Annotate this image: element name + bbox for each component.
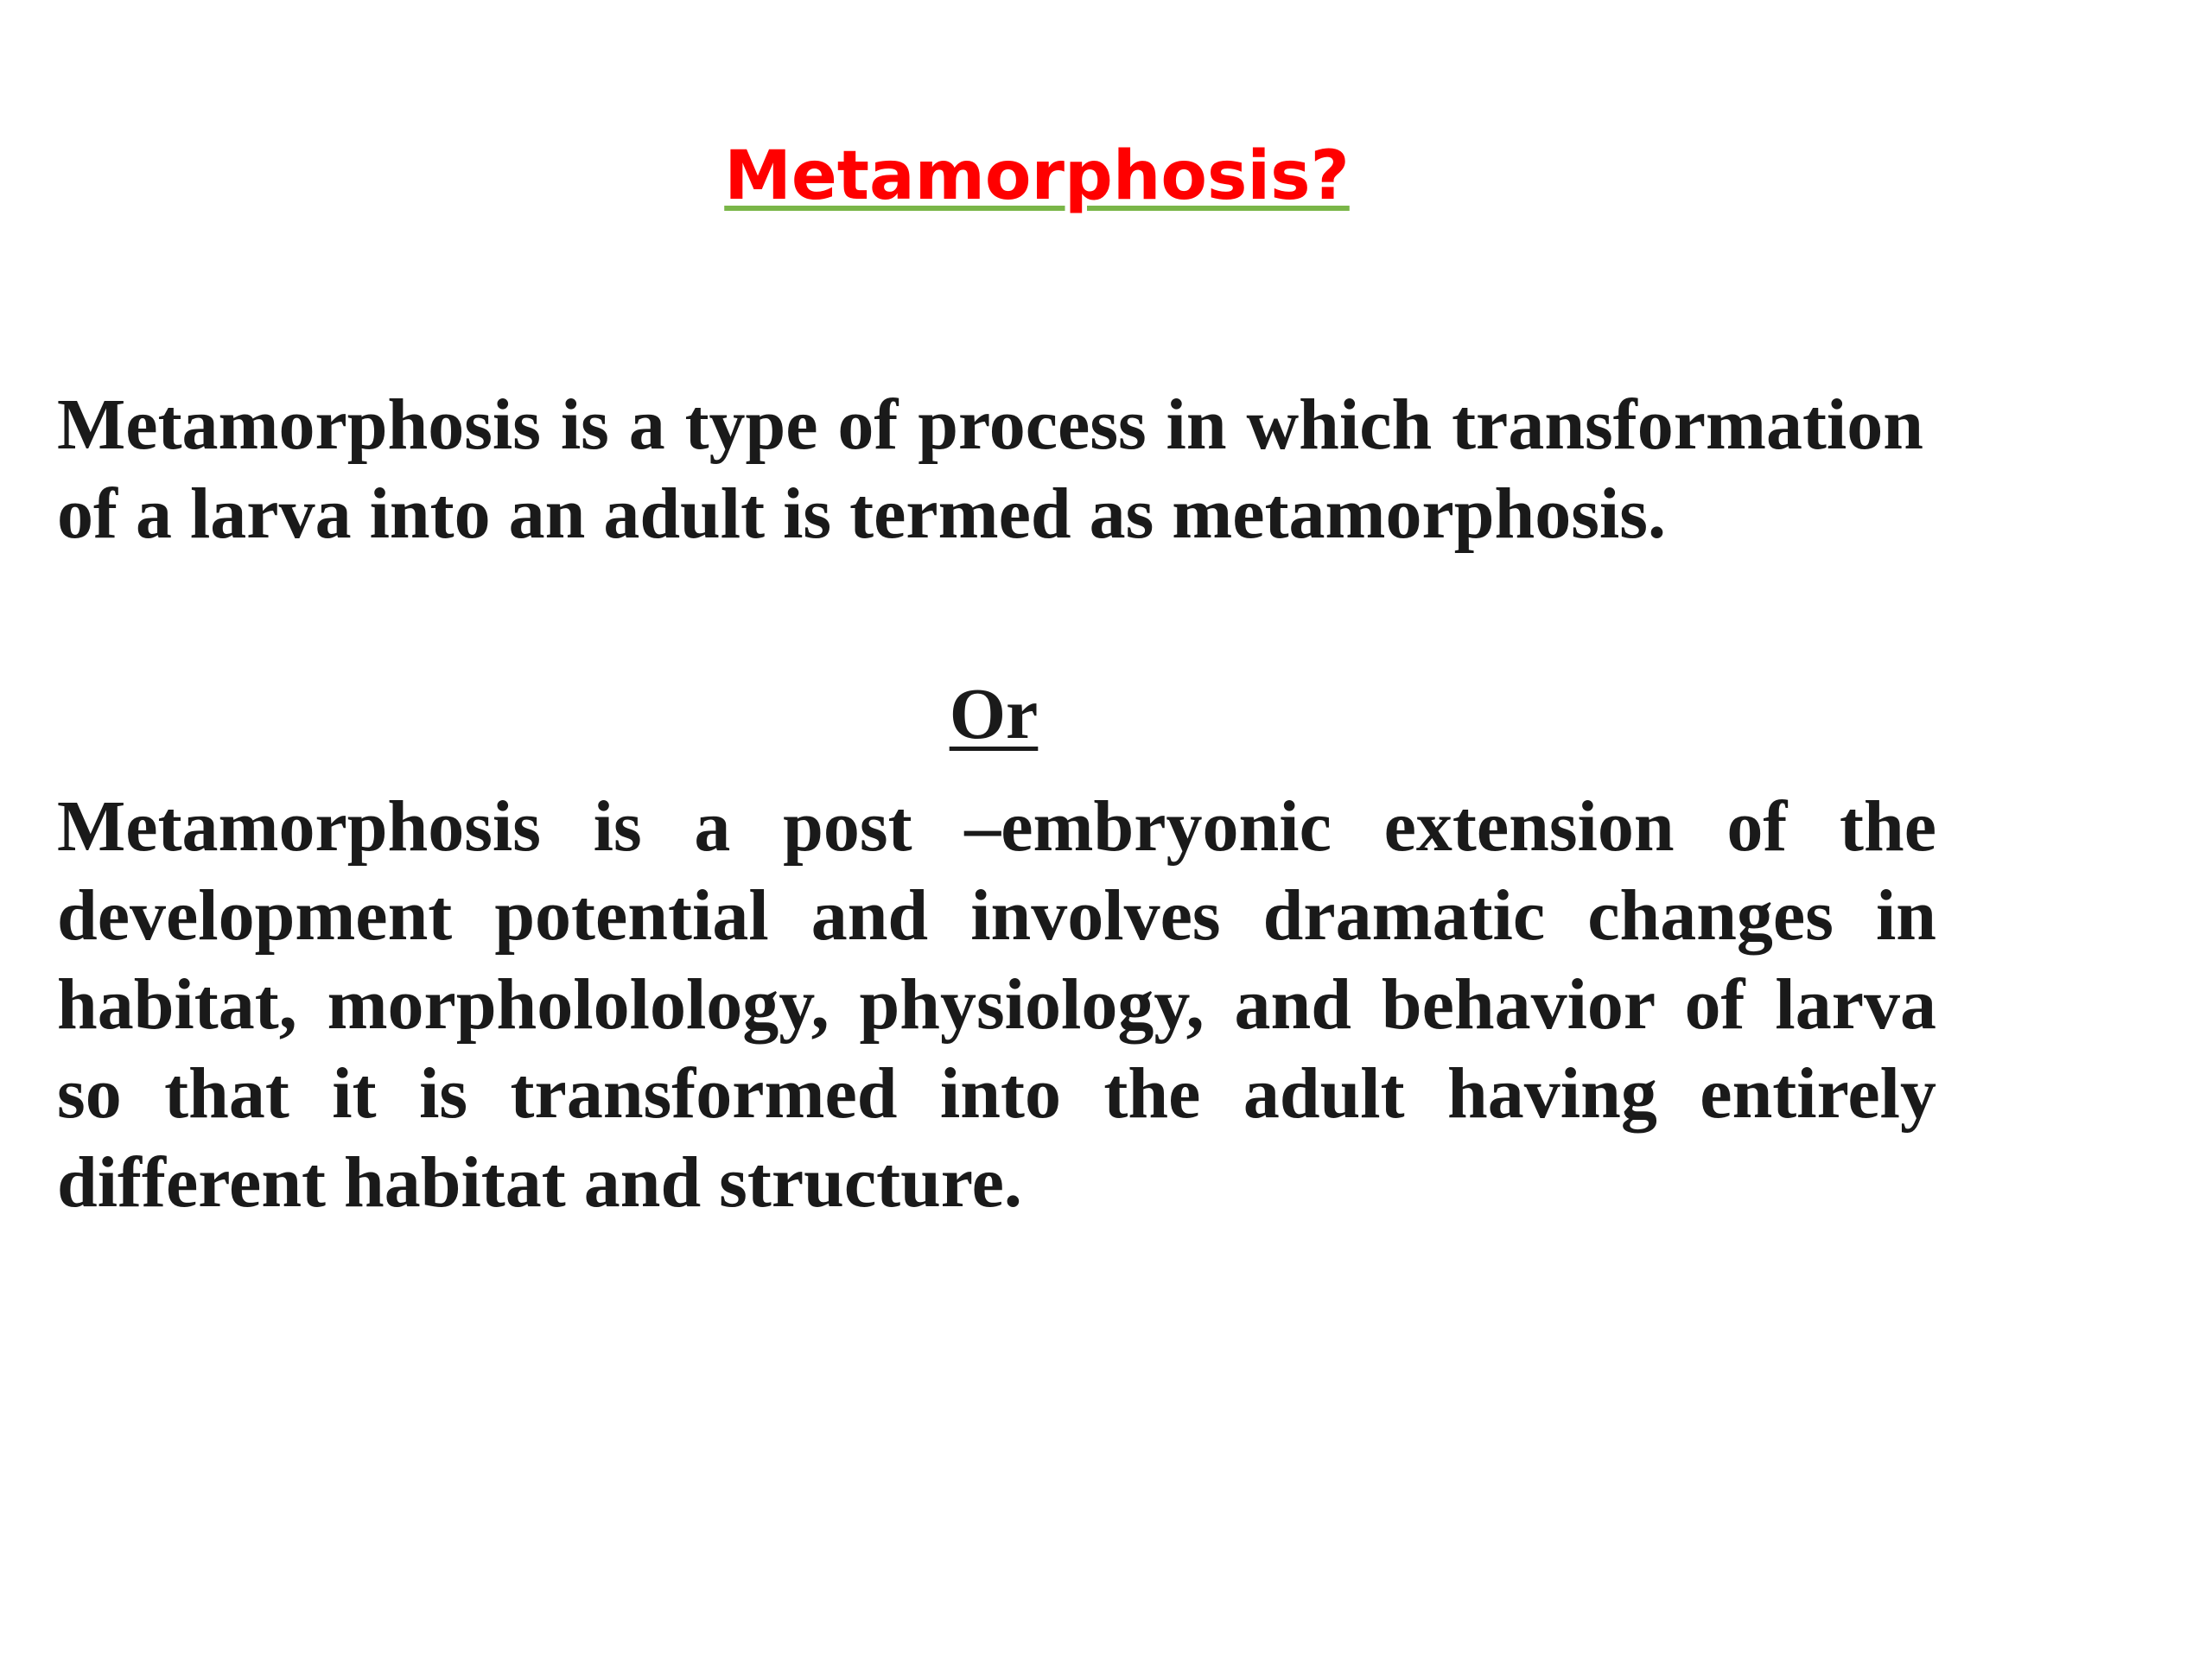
definition-paragraph-1: Metamorphosis is a type of process in which transformation of a larva into an adult is termed as metamorphosis. <box>57 385 1923 554</box>
or-separator: Or <box>949 674 1039 754</box>
slide-title <box>0 137 2074 218</box>
slide-title-text: Metamorphosis? <box>724 137 1350 215</box>
definition-paragraph-2: Metamorphosis is a post –embryonic extension of the development potential and involves dramatic changes in habitat, morphololology, physiology, and behavior of larva so that it is transformed into the adult having entirely different habitat and structure. <box>57 786 1936 1223</box>
